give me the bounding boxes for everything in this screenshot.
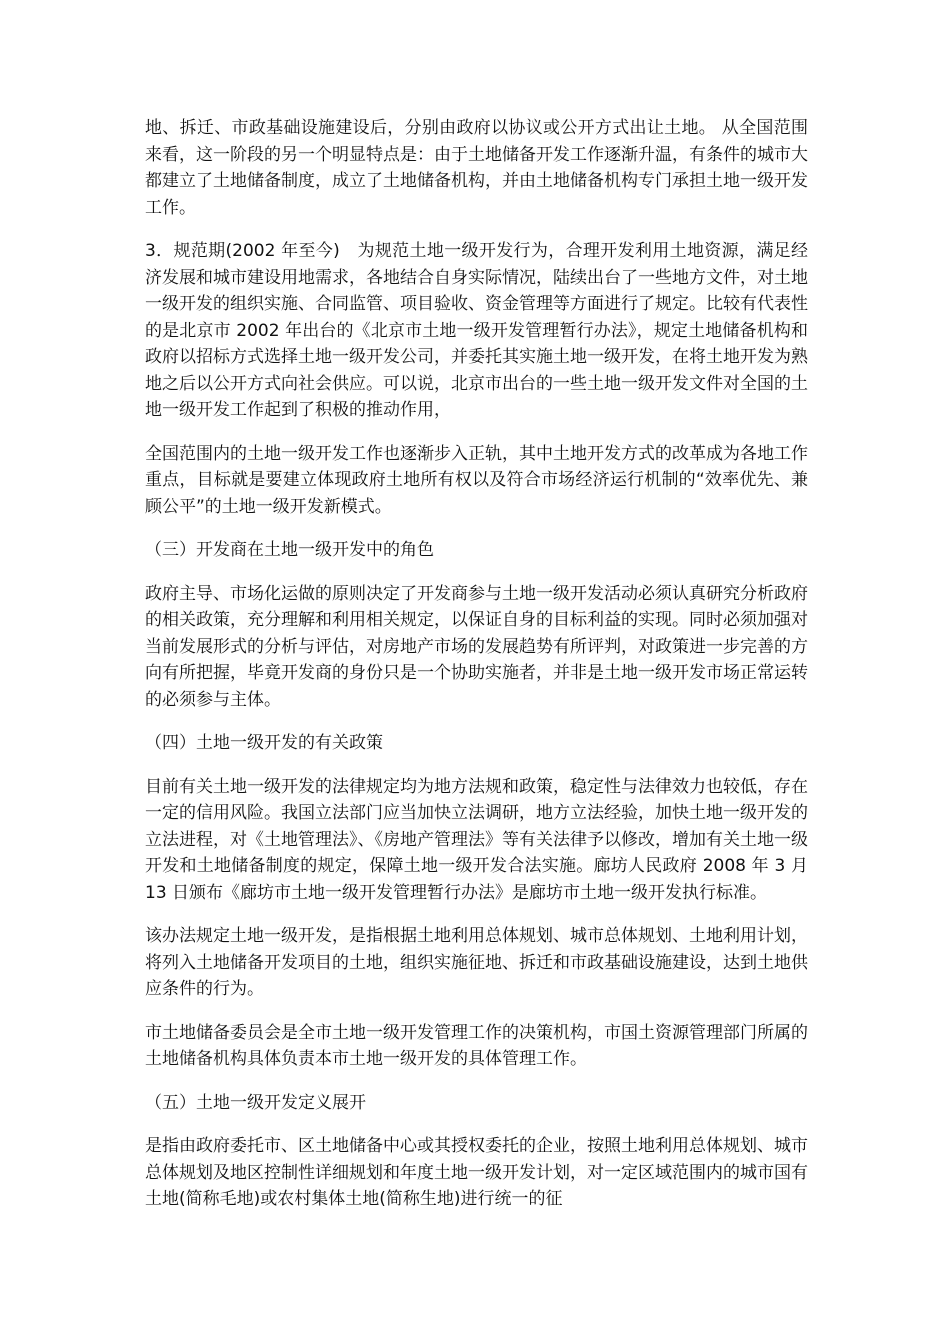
paragraph-developer-role: 政府主导、市场化运做的原则决定了开发商参与土地一级开发活动必须认真研究分析政府的相关政策，充分理解和利用相关规定，以保证自身的目标利益的实现。同时必须加强对当前发展形式的分析与评估，对房地产市场的发展趋势有所评判，对政策进一步完善的方向有所把握，毕竟开发商的身份只是一个协助实施者，并非是土地一级开发市场正常运转的必须参与主体。 [145, 583, 808, 710]
paragraph-policies: 目前有关土地一级开发的法律规定均为地方法规和政策，稳定性与法律效力也较低，存在一定的信用风险。我国立法部门应当加快立法调研，地方立法经验，加快土地一级开发的立法进程，对《土地管理法》、《房地产管理法》等有关法律予以修改，增加有关土地一级开发和土地储备制度的规定，保障土地一级开发合法实施。廊坊人民政府 2008 年 3 月 13 日颁布《廊坊市土地一级开发管理暂行办法》是廊坊市土地一级开发执行标准。 [145, 776, 808, 903]
paragraph-stage2-end: 地、拆迁、市政基础设施建设后，分别由政府以协议或公开方式出让土地。 从全国范围来看，这一阶段的另一个明显特点是：由于土地储备开发工作逐渐升温，有条件的城市大都建立了土地储备制度，成立了土地储备机构，并由土地储备机构专门承担土地一级开发工作。 [145, 118, 808, 218]
section-heading-developer-role: （三）开发商在土地一级开发中的角色 [145, 540, 434, 560]
paragraph-stage3-standardization: 3．规范期(2002 年至今) 为规范土地一级开发行为，合理开发利用土地资源，满足经济发展和城市建设用地需求，各地结合自身实际情况，陆续出台了一些地方文件，对土地一级开发的组织实施、合同监管、项目验收、资金管理等方面进行了规定。比较有代表性的是北京市 2002 年出台的《北京市土地一级开发管理暂行办法》，规定土地储备机构和政府以招标方式选择土地一级开发公司，并委托其实施土地一级开发，在将土地开发为熟地之后以公开方式向社会供应。可以说，北京市出台的一些土地一级开发文件对全国的土地一级开发工作起到了积极的推动作用， [145, 241, 808, 420]
document-body [145, 115, 808, 1230]
paragraph-reserve-committee: 市土地储备委员会是全市土地一级开发管理工作的决策机构，市国土资源管理部门所属的土地储备机构具体负责本市土地一级开发的具体管理工作。 [145, 1022, 808, 1069]
paragraph-measures-definition: 该办法规定土地一级开发，是指根据土地利用总体规划、城市总体规划、土地利用计划，将列入土地储备开发项目的土地，组织实施征地、拆迁和市政基础设施建设，达到土地供应条件的行为。 [145, 926, 808, 999]
paragraph-national-progress: 全国范围内的土地一级开发工作也逐渐步入正轨，其中土地开发方式的改革成为各地工作重点，目标就是要建立体现政府土地所有权以及符合市场经济运行机制的“效率优先、兼顾公平”的土地一级开发新模式。 [145, 443, 808, 517]
section-heading-policies: （四）土地一级开发的有关政策 [145, 733, 383, 753]
paragraph-definition-expanded: 是指由政府委托市、区土地储备中心或其授权委托的企业，按照土地利用总体规划、城市总体规划及地区控制性详细规划和年度土地一级开发计划，对一定区域范围内的城市国有土地(简称毛地)或农村集体土地(简称生地)进行统一的征 [145, 1136, 808, 1209]
section-heading-definition: （五）土地一级开发定义展开 [145, 1092, 366, 1113]
